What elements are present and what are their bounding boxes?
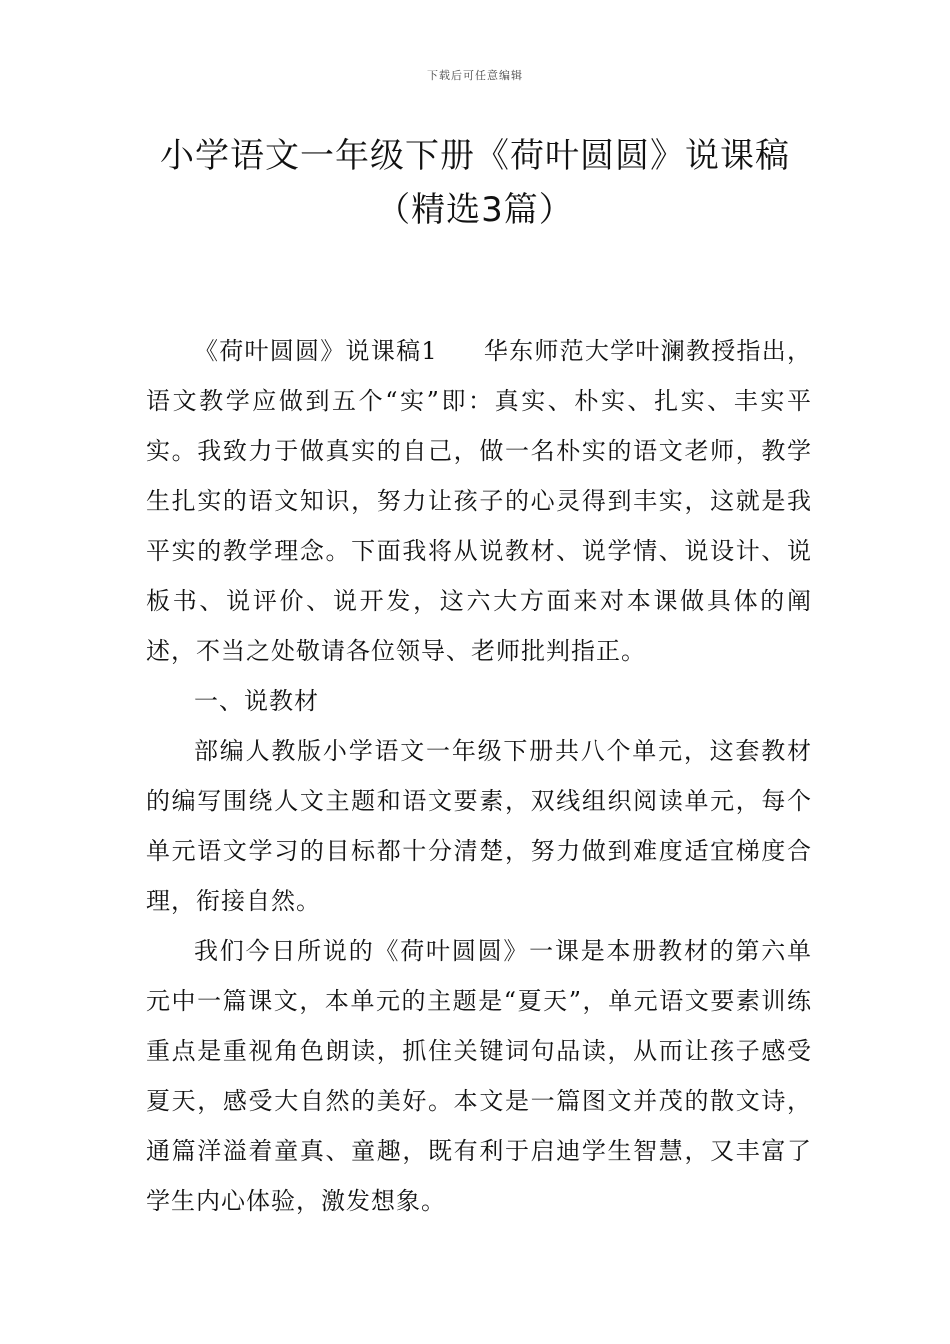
header-note: 下载后可任意编辑	[427, 69, 523, 82]
section-label: 《荷叶圆圆》说课稿1	[194, 337, 438, 365]
paragraph-lesson: 我们今日所说的《荷叶圆圆》一课是本册教材的第六单元中一篇课文，本单元的主题是“夏天”，单元语文要素训练重点是重视角色朗读，抓住关键词句品读，从而让孩子感受夏天，感受大自然的美好。本文是一篇图文并茂的散文诗，通篇洋溢着童真、童趣，既有利于启迪学生智慧，又丰富了学生内心体验，激发想象。	[146, 937, 812, 1215]
document-subtitle: （精选3篇）	[376, 190, 574, 230]
document-title: 小学语文一年级下册《荷叶圆圆》说课稿	[160, 136, 790, 176]
paragraph-intro	[146, 326, 812, 676]
section-heading: 一、说教材	[194, 687, 319, 715]
paragraph-intro-text: 华东师范大学叶澜教授指出，语文教学应做到五个“实”即：真实、朴实、扎实、丰实平实。我致力于做真实的自己，做一名朴实的语文老师，教学生扎实的语文知识，努力让孩子的心灵得到丰实，这就是我平实的教学理念。下面我将从说教材、说学情、说设计、说板书、说评价、说开发，这六大方面来对本课做具体的阐述，不当之处敬请各位领导、老师批判指正。	[146, 337, 812, 665]
paragraph-textbook: 部编人教版小学语文一年级下册共八个单元，这套教材的编写围绕人文主题和语文要素，双线组织阅读单元，每个单元语文学习的目标都十分清楚，努力做到难度适宜梯度合理，衔接自然。	[146, 737, 812, 915]
document-body	[146, 326, 812, 1226]
